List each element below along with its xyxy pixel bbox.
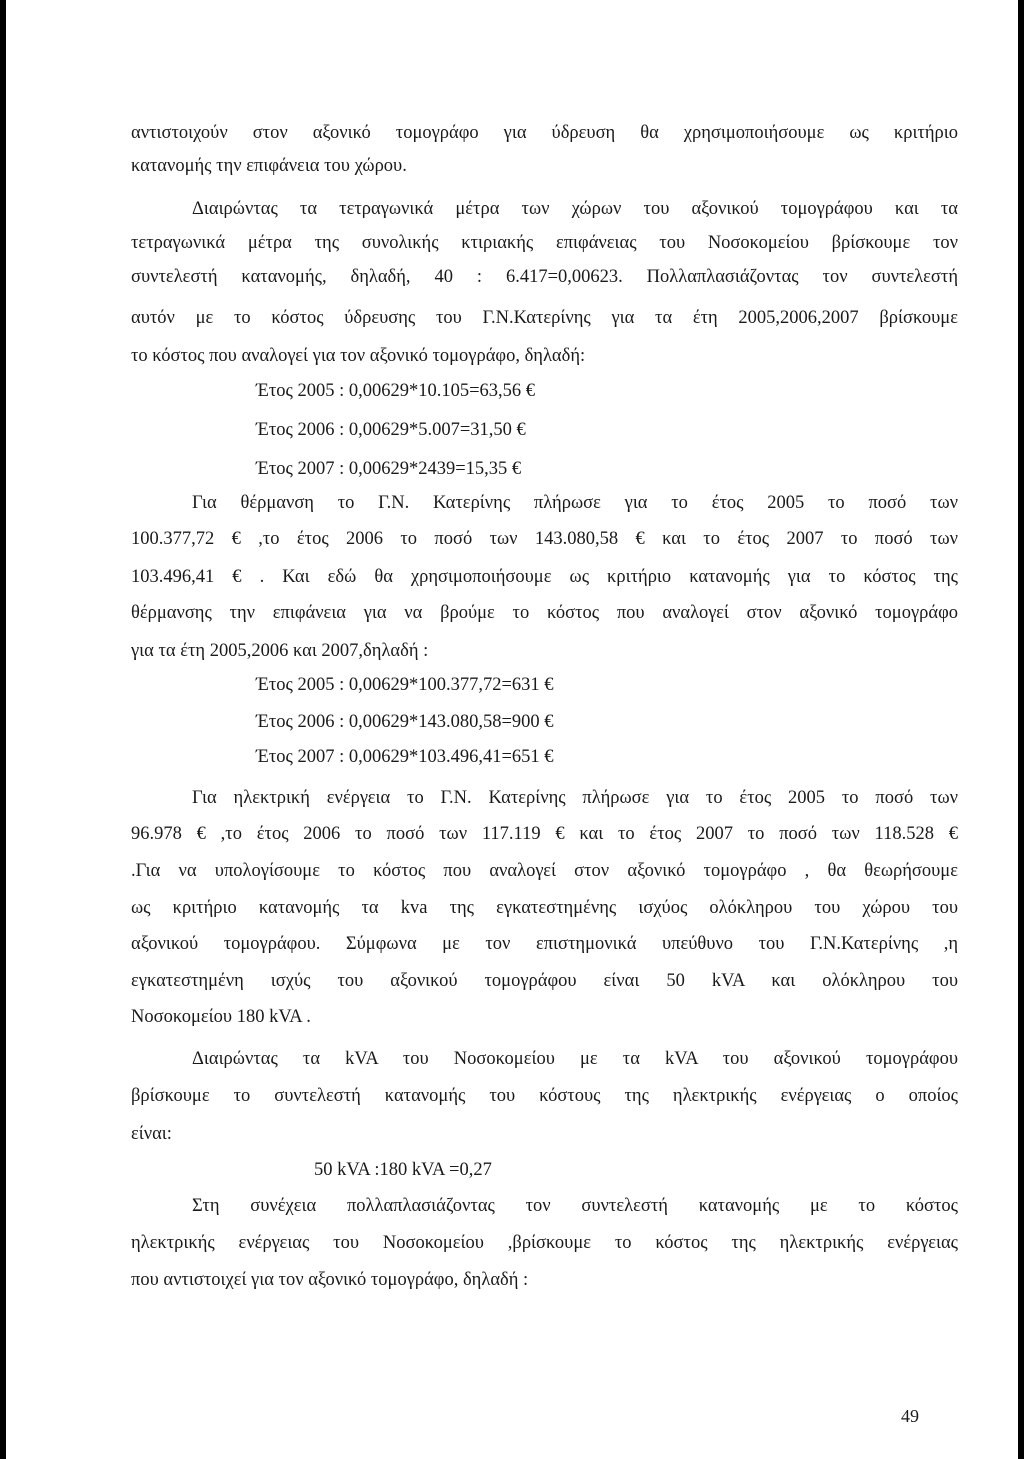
- text-line: 100.377,72 € ,το έτος 2006 το ποσό των 143.080,58 € και το έτος 2007 το ποσό των: [131, 529, 958, 549]
- calc-line: Έτος 2007 : 0,00629*103.496,41=651 €: [256, 747, 554, 767]
- text-line: το κόστος που αναλογεί για τον αξονικό τομογράφο, δηλαδή:: [131, 346, 586, 366]
- text-line: ηλεκτρικής ενέργειας του Νοσοκομείου ,βρίσκουμε το κόστος της ηλεκτρικής ενέργειας: [131, 1233, 958, 1253]
- text-line: ως κριτήριο κατανομής τα kva της εγκατεστημένης ισχύος ολόκληρου του χώρου του: [131, 898, 958, 918]
- calc-line: Έτος 2006 : 0,00629*5.007=31,50 €: [256, 420, 526, 440]
- text-line: αξονικού τομογράφου. Σύμφωνα με τον επιστημονικά υπεύθυνο του Γ.Ν.Κατερίνης ,η: [131, 934, 958, 954]
- page-number: 49: [901, 1406, 919, 1426]
- text-line: 103.496,41 € . Και εδώ θα χρησιμοποιήσουμε ως κριτήριο κατανομής για το κόστος της: [131, 567, 958, 587]
- text-line: που αντιστοιχεί για τον αξονικό τομογράφο, δηλαδή :: [131, 1270, 529, 1290]
- text-line: είναι:: [131, 1124, 172, 1144]
- text-line: Για θέρμανση το Γ.Ν. Κατερίνης πλήρωσε για το έτος 2005 το ποσό των: [192, 493, 958, 513]
- text-line: βρίσκουμε το συντελεστή κατανομής του κόστους της ηλεκτρικής ενέργειας ο οποίος: [131, 1086, 958, 1106]
- text-line: Νοσοκομείου 180 kVA .: [131, 1007, 311, 1027]
- text-line: τετραγωνικά μέτρα της συνολικής κτιριακής επιφάνειας του Νοσοκομείου βρίσκουμε τον: [131, 233, 958, 253]
- text-line: αυτόν με το κόστος ύδρευσης του Γ.Ν.Κατερίνης για τα έτη 2005,2006,2007 βρίσκουμε: [131, 308, 958, 328]
- formula-line: 50 kVA :180 kVA =0,27: [314, 1160, 492, 1180]
- text-line: κατανομής την επιφάνεια του χώρου.: [131, 156, 407, 176]
- text-line: .Για να υπολογίσουμε το κόστος που αναλογεί στον αξονικό τομογράφο , θα θεωρήσουμε: [131, 861, 958, 881]
- calc-line: Έτος 2006 : 0,00629*143.080,58=900 €: [256, 712, 554, 732]
- text-line: Για ηλεκτρική ενέργεια το Γ.Ν. Κατερίνης πλήρωσε για το έτος 2005 το ποσό των: [192, 788, 958, 808]
- text-line: Διαιρώντας τα kVA του Νοσοκομείου με τα kVA του αξονικού τομογράφου: [192, 1049, 958, 1069]
- text-line: Διαιρώντας τα τετραγωνικά μέτρα των χώρων του αξονικού τομογράφου και τα: [192, 199, 958, 219]
- calc-line: Έτος 2005 : 0,00629*10.105=63,56 €: [256, 381, 536, 401]
- text-line: Στη συνέχεια πολλαπλασιάζοντας τον συντελεστή κατανομής με το κόστος: [192, 1196, 958, 1216]
- calc-line: Έτος 2007 : 0,00629*2439=15,35 €: [256, 459, 522, 479]
- text-line: εγκατεστημένη ισχύς του αξονικού τομογράφου είναι 50 kVA και ολόκληρου του: [131, 971, 958, 991]
- text-line: θέρμανσης την επιφάνεια για να βρούμε το κόστος που αναλογεί στον αξονικό τομογράφο: [131, 603, 958, 623]
- text-line: αντιστοιχούν στον αξονικό τομογράφο για ύδρευση θα χρησιμοποιήσουμε ως κριτήριο: [131, 123, 958, 143]
- text-line: 96.978 € ,το έτος 2006 το ποσό των 117.119 € και το έτος 2007 το ποσό των 118.528 €: [131, 824, 958, 844]
- text-line: συντελεστή κατανομής, δηλαδή, 40 : 6.417=0,00623. Πολλαπλασιάζοντας τον συντελεστή: [131, 267, 958, 287]
- document-page: [6, 0, 1018, 1459]
- text-line: για τα έτη 2005,2006 και 2007,δηλαδή :: [131, 641, 429, 661]
- calc-line: Έτος 2005 : 0,00629*100.377,72=631 €: [256, 675, 554, 695]
